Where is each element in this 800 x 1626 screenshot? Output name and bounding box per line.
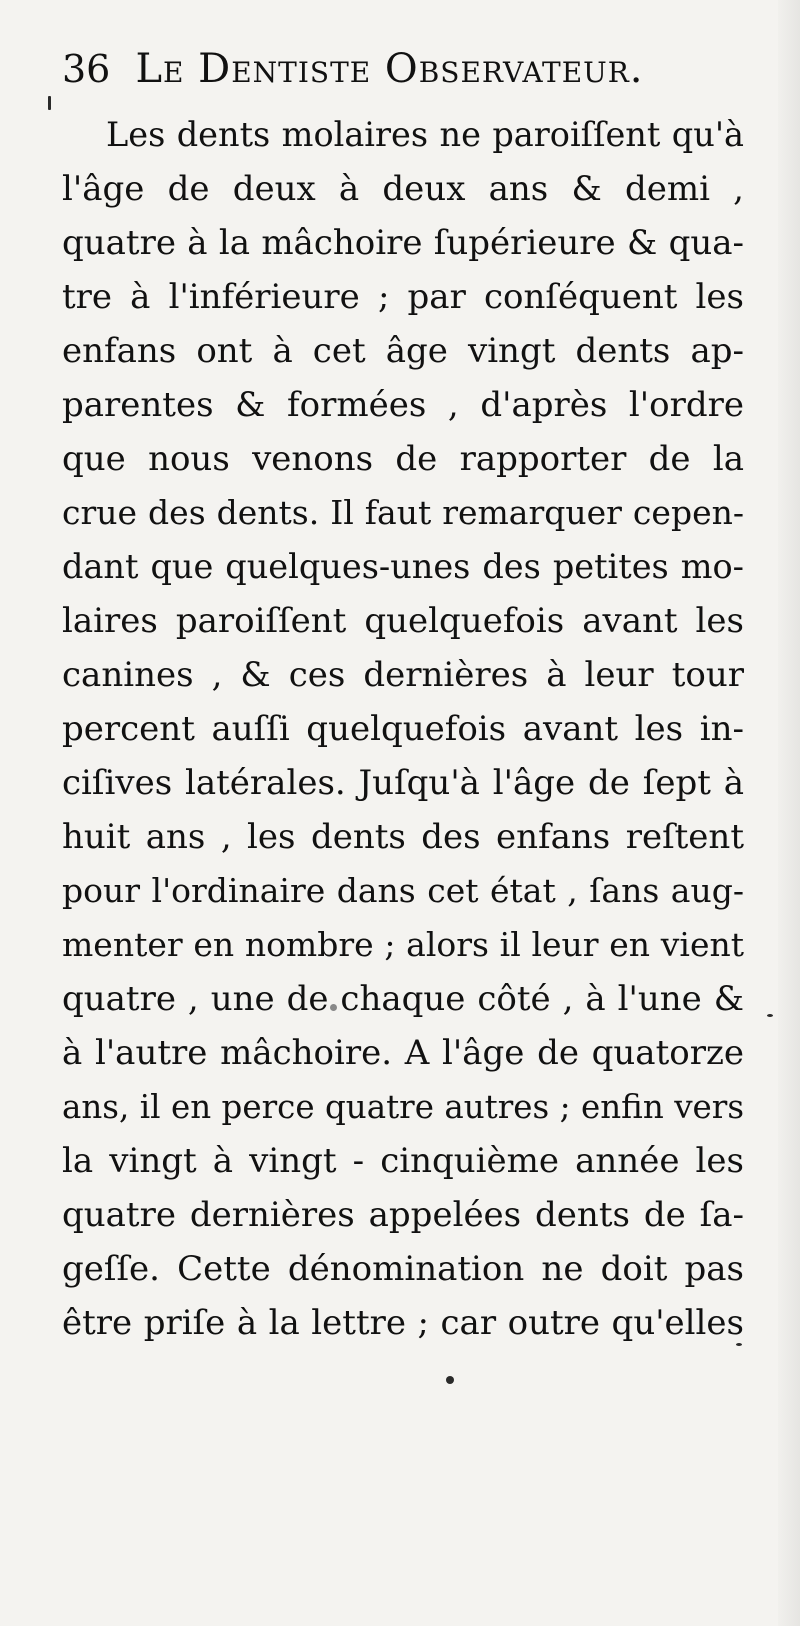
text-line: percent auſſi quelquefois avant les in- <box>62 709 744 749</box>
text-line: ans, il en perce quatre autres ; enfin vers <box>62 1088 744 1126</box>
running-title: Le Dentiste Observateur. <box>135 46 644 92</box>
text-line: canines , & ces dernières à leur tour <box>62 655 744 695</box>
ink-speck <box>767 1014 773 1017</box>
text-line: enfans ont à cet âge vingt dents ap- <box>62 331 744 371</box>
body-paragraph <box>62 108 744 1350</box>
text-line: quatre à la mâchoire ſupérieure & qua- <box>62 223 744 263</box>
text-line: huit ans , les dents des enfans reſtent <box>62 817 744 857</box>
text-line: à l'autre mâchoire. A l'âge de quatorze <box>62 1033 744 1073</box>
text-line: laires paroiſſent quelquefois avant les <box>62 601 744 641</box>
text-line: la vingt à vingt - cinquième année les <box>62 1141 744 1181</box>
text-line: l'âge de deux à deux ans & demi , <box>62 169 744 209</box>
text-line: Les dents molaires ne paroiſſent qu'à <box>106 115 744 154</box>
page-header <box>62 46 762 102</box>
text-line: dant que quelques-unes des petites mo- <box>62 547 744 586</box>
text-line: crue des dents. Il faut remarquer cepen- <box>62 493 744 532</box>
text-line: que nous venons de rapporter de la <box>62 439 744 479</box>
text-line: quatre dernières appelées dents de ſa- <box>62 1195 744 1235</box>
text-line: tre à l'inférieure ; par conſéquent les <box>62 277 744 317</box>
text-line: être priſe à la lettre ; car outre qu'elles <box>62 1303 744 1343</box>
page-edge-shadow <box>778 0 800 1626</box>
text-line: menter en nombre ; alors il leur en vient <box>62 925 744 964</box>
text-line: parentes & formées , d'après l'ordre <box>62 385 744 425</box>
ink-speck <box>446 1376 454 1384</box>
text-line: pour l'ordinaire dans cet état , ſans aug- <box>62 871 744 910</box>
text-line: quatre , une de chaque côté , à l'une & <box>62 979 744 1019</box>
page-number: 36 <box>62 47 111 91</box>
ink-speck <box>48 96 51 110</box>
text-line: ciſives latérales. Juſqu'à l'âge de ſept à <box>62 763 744 803</box>
text-line: geſſe. Cette dénomination ne doit pas <box>62 1249 744 1289</box>
